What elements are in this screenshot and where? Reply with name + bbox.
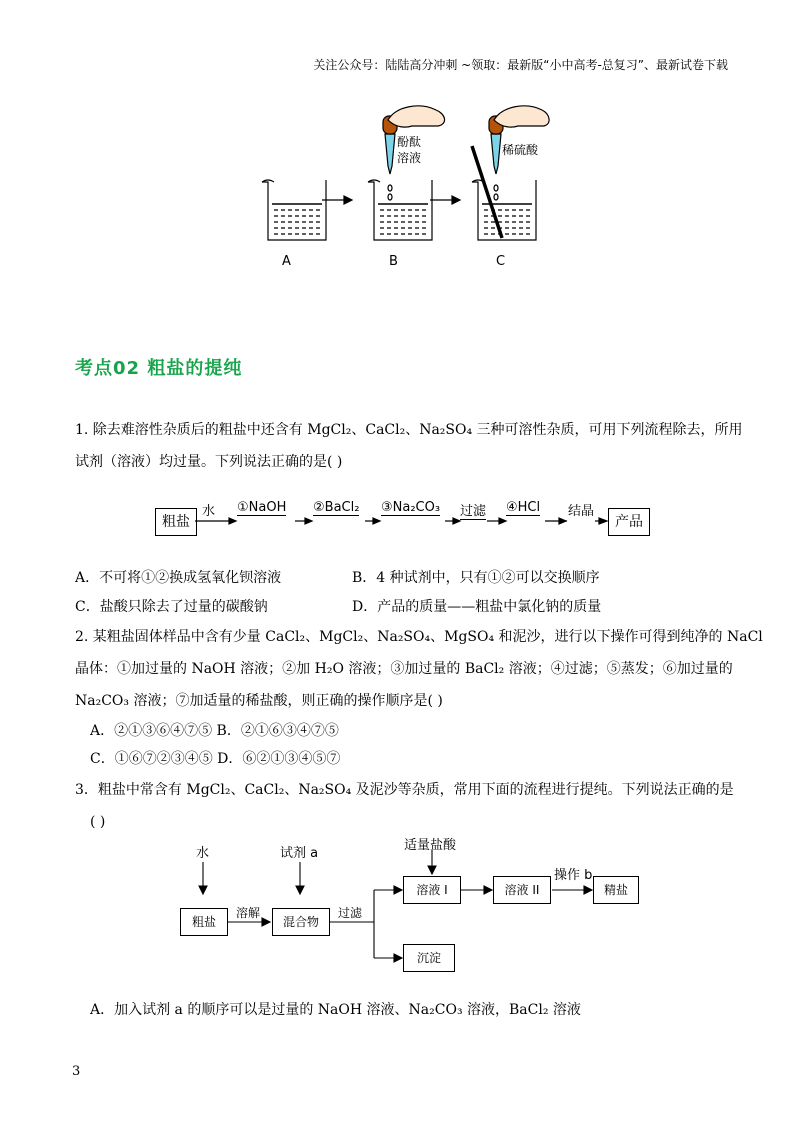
flow-end-box: 产品 <box>608 508 650 536</box>
dropper-b-label-2: 溶液 <box>397 151 422 165</box>
q3-line1: 3．粗盐中常含有 MgCl₂、CaCl₂、Na₂SO₄ 及泥沙等杂质，常用下面的流程进行提纯。下列说法正确的是 <box>75 782 734 798</box>
page-number: 3 <box>72 1064 81 1079</box>
label-c: C <box>496 254 506 269</box>
flow-start-box: 粗盐 <box>155 508 197 536</box>
flow-step-filter: 过滤 <box>460 500 486 520</box>
q1-option-a: A．不可将①②换成氢氧化钡溶液 <box>75 570 282 586</box>
q3-filter-label: 过滤 <box>338 906 363 920</box>
q2-options-cd: C．①⑥⑦②③④⑤ D．⑥②①③④⑤⑦ <box>90 751 341 767</box>
flow-step-bacl2: ②BaCl₂ <box>313 500 360 515</box>
q1-option-d: D．产品的质量——粗盐中氯化钠的质量 <box>352 599 602 615</box>
dropper-c-label: 稀硫酸 <box>502 143 539 157</box>
q1-option-b: B．4 种试剂中，只有①②可以交换顺序 <box>352 570 600 586</box>
section-title: 考点02 粗盐的提纯 <box>75 358 243 379</box>
flow-step-naoh: ①NaOH <box>237 500 287 515</box>
dropper-b-label-1: 酚酞 <box>397 135 422 149</box>
q3-reagent-a-label: 试剂 a <box>280 846 319 861</box>
q3-solution1-box: 溶液 I <box>403 876 461 904</box>
label-b: B <box>389 254 398 269</box>
q3-hcl-label: 适量盐酸 <box>404 838 457 853</box>
q2-line1: 2. 某粗盐固体样品中含有少量 CaCl₂、MgCl₂、Na₂SO₄、MgSO₄ 和泥沙，进行以下操作可得到纯净的 NaCl <box>75 629 763 645</box>
q3-solution2-box: 溶液 II <box>493 876 551 904</box>
flow-step-hcl: ④HCl <box>506 500 541 515</box>
q3-operation-b-label: 操作 b <box>554 868 593 883</box>
q3-line2: ( ) <box>90 814 106 830</box>
q3-dissolve-label: 溶解 <box>236 906 261 920</box>
label-a: A <box>282 254 291 269</box>
beaker-c <box>472 146 536 240</box>
flow-step-crystallize: 结晶 <box>568 504 595 519</box>
q3-water-label: 水 <box>196 846 210 861</box>
q3-refined-box: 精盐 <box>593 876 639 904</box>
q2-line3: Na₂CO₃ 溶液；⑦加适量的稀盐酸，则正确的操作顺序是( ) <box>75 693 443 709</box>
q1-stem-line1: 1. 除去难溶性杂质后的粗盐中还含有 MgCl₂、CaCl₂、Na₂SO₄ 三种可溶性杂质，可用下列流程除去，所用 <box>75 422 743 438</box>
q3-mixture-box: 混合物 <box>272 908 330 936</box>
flow-step-na2co3: ③Na₂CO₃ <box>381 500 441 515</box>
beaker-figure <box>250 100 550 275</box>
page-header: 关注公众号：陆陆高分冲刺 ~领取：最新版“小中高考-总复习”、最新试卷下载 <box>313 58 728 72</box>
beaker-a <box>262 180 326 240</box>
q3-option-a: A．加入试剂 a 的顺序可以是过量的 NaOH 溶液、Na₂CO₃ 溶液，BaCl₂ 溶液 <box>90 1002 581 1018</box>
q1-option-c: C．盐酸只除去了过量的碳酸钠 <box>75 599 268 615</box>
q2-line2: 晶体：①加过量的 NaOH 溶液；②加 H₂O 溶液；③加过量的 BaCl₂ 溶液；④过滤；⑤蒸发；⑥加过量的 <box>75 661 733 677</box>
q3-crude-box: 粗盐 <box>180 908 228 936</box>
beaker-b <box>368 180 432 240</box>
flow-step-water: 水 <box>202 504 216 519</box>
q3-precipitate-box: 沉淀 <box>403 944 455 972</box>
q1-stem-line2: 试剂（溶液）均过量。下列说法正确的是( ) <box>75 454 343 470</box>
q2-options-ab: A．②①③⑥④⑦⑤ B．②①⑥③④⑦⑤ <box>90 723 339 739</box>
